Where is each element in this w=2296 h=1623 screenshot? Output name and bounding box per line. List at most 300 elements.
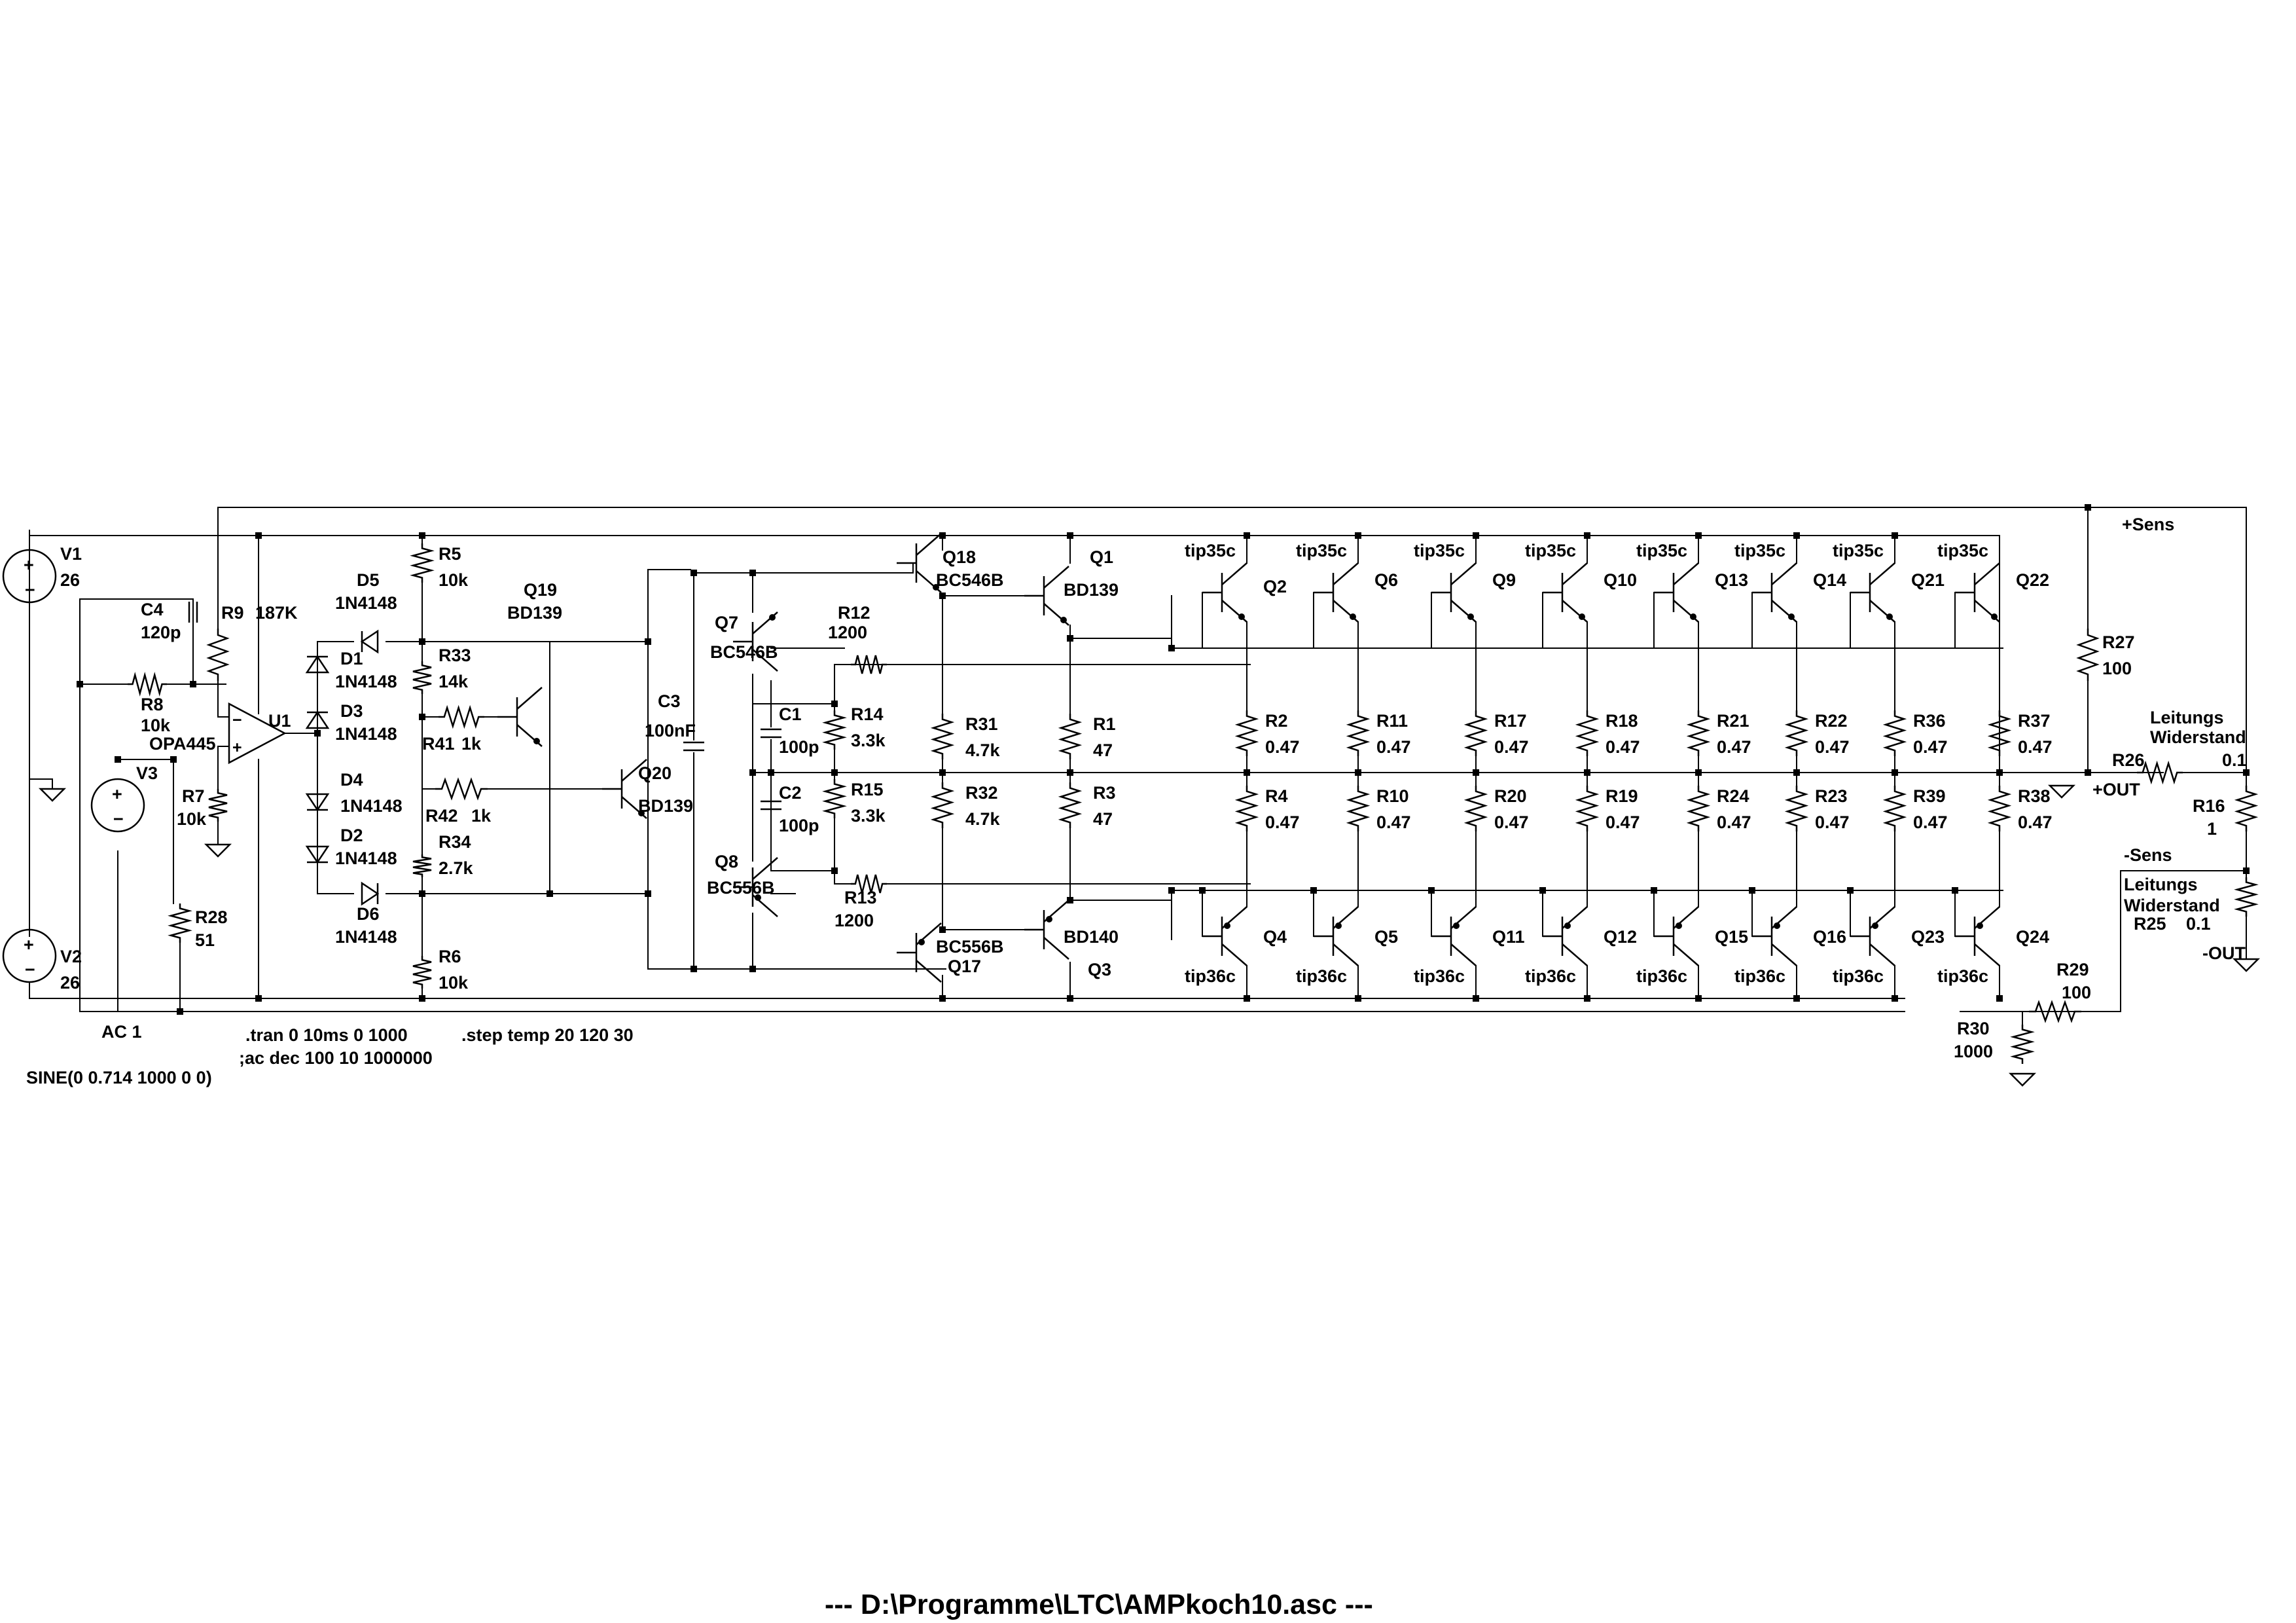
r3-resistor (1061, 782, 1079, 828)
output-upper-resistor-value: 0.47 (1815, 737, 1850, 757)
junction-dot (547, 890, 553, 897)
output-upper-transistor (1752, 563, 1797, 622)
output-lower-ref: Q15 (1715, 927, 1749, 947)
junction-dot (1355, 532, 1361, 539)
r5-resistor (413, 543, 431, 583)
r42-ref: R42 (425, 806, 458, 826)
junction-dot (1749, 887, 1755, 894)
q3-ref: Q3 (1088, 960, 1112, 979)
r12-ref: R12 (838, 603, 870, 623)
minus-sens-label: -Sens (2124, 845, 2172, 865)
r34-ref: R34 (439, 832, 471, 852)
footer-filename: --- D:\Programme\LTC\AMPkoch10.asc --- (825, 1589, 1373, 1620)
output-upper-resistor-ref: R18 (1605, 711, 1638, 731)
r29-ref: R29 (2056, 960, 2089, 979)
junction-dot (831, 701, 838, 707)
junction-dot (1355, 995, 1361, 1002)
q19-ref: Q19 (524, 580, 558, 600)
q20-ref: Q20 (638, 763, 672, 783)
r27-value: 100 (2102, 659, 2132, 678)
q17-transistor (897, 923, 941, 982)
junction-dot (77, 681, 83, 687)
output-lower-resistor-value: 0.47 (1494, 812, 1529, 832)
r12-value: 1200 (828, 623, 868, 642)
output-lower-resistor-ref: R19 (1605, 786, 1638, 806)
q7-transistor (733, 612, 778, 671)
r25-resistor (2237, 877, 2255, 917)
r31-ref: R31 (965, 714, 998, 734)
junction-dot (419, 890, 425, 897)
output-lower-model: tip36c (1296, 966, 1348, 986)
d5-value: 1N4148 (335, 593, 397, 613)
junction-dot (1952, 887, 1958, 894)
d3-value: 1N4148 (335, 724, 397, 744)
plus-sens-label: +Sens (2122, 515, 2175, 534)
r5-ref: R5 (439, 544, 461, 564)
q18-value: BC546B (936, 570, 1004, 590)
q19-value: BD139 (507, 603, 563, 623)
junction-dot (691, 570, 697, 576)
output-upper-model: tip35c (1525, 541, 1577, 560)
junction-dot (831, 769, 838, 776)
junction-dot (1067, 769, 1073, 776)
junction-dot (1651, 887, 1657, 894)
q3-transistor (1024, 900, 1069, 959)
r26-note-2: Widerstand (2150, 727, 2246, 747)
output-lower-transistor (1202, 907, 1247, 966)
ground-symbol (2050, 786, 2073, 797)
output-upper-model: tip35c (1185, 541, 1236, 560)
r9-resistor (209, 629, 227, 681)
q19-transistor (497, 687, 542, 746)
junction-dot (419, 638, 425, 645)
r31-value: 4.7k (965, 740, 1000, 760)
junction-dot (749, 570, 756, 576)
r14-value: 3.3k (851, 731, 886, 750)
output-lower-resistor (1990, 786, 2009, 831)
output-upper-model: tip35c (1296, 541, 1348, 560)
output-upper-model: tip35c (1833, 541, 1884, 560)
junction-dot (255, 532, 262, 539)
junction-dot (1793, 532, 1800, 539)
output-lower-resistor (1689, 786, 1708, 831)
r28-resistor (171, 903, 189, 943)
output-upper-ref: Q14 (1813, 570, 1847, 590)
r3-ref: R3 (1093, 783, 1116, 803)
output-lower-resistor (1886, 786, 1904, 831)
junction-dot (749, 966, 756, 972)
output-lower-transistor (1654, 907, 1698, 966)
output-lower-model: tip36c (1414, 966, 1465, 986)
output-upper-resistor-ref: R11 (1376, 711, 1408, 731)
r42-resistor (435, 780, 488, 798)
svg-text:+: + (232, 739, 242, 757)
output-upper-transistor (1202, 563, 1247, 622)
plus-out-label: +OUT (2092, 780, 2140, 799)
output-lower-model: tip36c (1525, 966, 1577, 986)
output-lower-model: tip36c (1185, 966, 1236, 986)
r7-resistor (209, 789, 227, 822)
d3-ref: D3 (340, 701, 363, 721)
r13-value: 1200 (834, 911, 874, 930)
output-lower-resistor-ref: R20 (1494, 786, 1527, 806)
ground-symbol (2011, 1074, 2034, 1085)
output-lower-ref: Q24 (2016, 927, 2050, 947)
output-lower-ref: Q4 (1263, 927, 1287, 947)
svg-text:−: − (25, 580, 35, 600)
junction-dot (1244, 532, 1250, 539)
junction-dot (1584, 532, 1590, 539)
d2-ref: D2 (340, 826, 363, 845)
ground-symbol (206, 845, 230, 856)
output-upper-model: tip35c (1636, 541, 1688, 560)
svg-text:+: + (112, 784, 122, 804)
output-upper-resistor (1467, 710, 1485, 756)
d2-value: 1N4148 (335, 848, 397, 868)
junction-dot (1067, 635, 1073, 642)
output-lower-transistor (1543, 907, 1587, 966)
output-lower-resistor-value: 0.47 (2018, 812, 2053, 832)
r32-resistor (933, 782, 952, 828)
q17-ref: Q17 (948, 957, 982, 976)
c1-capacitor (761, 729, 781, 737)
junction-dot (2243, 867, 2250, 874)
output-upper-model: tip35c (1937, 541, 1989, 560)
output-upper-transistor (1314, 563, 1358, 622)
output-upper-resistor-ref: R37 (2018, 711, 2051, 731)
output-lower-resistor-ref: R24 (1717, 786, 1749, 806)
r13-ref: R13 (844, 888, 877, 907)
output-upper-resistor-ref: R2 (1265, 711, 1288, 731)
r29-value: 100 (2062, 983, 2092, 1002)
r26-ref: R26 (2112, 750, 2145, 770)
c2-value: 100p (779, 816, 819, 835)
output-upper-ref: Q22 (2016, 570, 2050, 590)
r30-resistor (2013, 1025, 2032, 1064)
v1-ref: V1 (60, 544, 82, 564)
junction-dot (190, 681, 196, 687)
r30-ref: R30 (1957, 1019, 1990, 1038)
r33-ref: R33 (439, 646, 471, 665)
q18-transistor (897, 534, 941, 593)
r27-resistor (2079, 629, 2097, 681)
output-upper-resistor-ref: R17 (1494, 711, 1527, 731)
svg-text:+: + (24, 555, 34, 575)
svg-text:−: − (232, 711, 242, 729)
r8-ref: R8 (141, 695, 164, 714)
r34-resistor (413, 854, 431, 877)
output-lower-transistor (1752, 907, 1797, 966)
junction-dot (1695, 532, 1702, 539)
u1-ref: U1 (268, 711, 291, 731)
junction-dot (419, 995, 425, 1002)
r26-value: 0.1 (2222, 750, 2247, 770)
junction-dot (645, 890, 651, 897)
v2-ref: V2 (60, 947, 82, 966)
r5-value: 10k (439, 570, 469, 590)
r6-resistor (413, 956, 431, 989)
output-lower-resistor-value: 0.47 (1605, 812, 1640, 832)
junction-dot (170, 756, 177, 763)
output-upper-resistor (1349, 710, 1367, 756)
c3-value: 100nF (645, 721, 696, 740)
v3-value: AC 1 (101, 1022, 142, 1042)
r33-value: 14k (439, 672, 469, 691)
output-upper-resistor-ref: R22 (1815, 711, 1848, 731)
junction-dot (1067, 532, 1073, 539)
junction-dot (177, 1008, 183, 1015)
output-lower-resistor-ref: R10 (1376, 786, 1409, 806)
r31-resistor (933, 714, 952, 759)
output-lower-ref: Q16 (1813, 927, 1847, 947)
r9-ref: R9 (221, 603, 244, 623)
r28-ref: R28 (195, 907, 228, 927)
output-upper-model: tip35c (1734, 541, 1786, 560)
output-lower-resistor-value: 0.47 (1815, 812, 1850, 832)
r14-resistor (825, 710, 844, 750)
junction-dot (1168, 645, 1175, 651)
output-upper-transistor (1431, 563, 1476, 622)
r15-resistor (825, 779, 844, 818)
q7-value: BC546B (710, 642, 778, 662)
output-upper-resistor-value: 0.47 (1265, 737, 1300, 757)
output-upper-ref: Q2 (1263, 577, 1287, 596)
r7-value: 10k (177, 809, 207, 829)
output-upper-resistor-value: 0.47 (1494, 737, 1529, 757)
junction-dot (1199, 887, 1206, 894)
d6-diode (362, 883, 378, 904)
v3-source (92, 779, 144, 831)
r25-value: 0.1 (2186, 914, 2211, 934)
q7-ref: Q7 (715, 613, 739, 632)
output-lower-resistor (1787, 786, 1806, 831)
output-lower-resistor-value: 0.47 (1265, 812, 1300, 832)
junction-dot (1539, 887, 1546, 894)
output-lower-transistor (1314, 907, 1358, 966)
c4-ref: C4 (141, 600, 164, 619)
r28-value: 51 (195, 930, 215, 950)
r6-ref: R6 (439, 947, 461, 966)
output-lower-transistor (1955, 907, 2000, 966)
r26-note-1: Leitungs (2150, 708, 2224, 727)
junction-dot (314, 730, 321, 737)
minus-out-label: -OUT (2202, 943, 2246, 963)
junction-dot (255, 995, 262, 1002)
output-lower-transistor (1431, 907, 1476, 966)
q17-value: BC556B (936, 937, 1004, 957)
q1-transistor (1024, 566, 1069, 625)
v2-source (3, 930, 56, 982)
v3-sine: SINE(0 0.714 1000 0 0) (26, 1068, 212, 1087)
r15-value: 3.3k (851, 806, 886, 826)
q20-value: BD139 (638, 796, 694, 816)
d4-ref: D4 (340, 770, 363, 790)
r16-value: 1 (2207, 819, 2217, 839)
output-lower-ref: Q12 (1604, 927, 1638, 947)
d4-value: 1N4148 (340, 796, 403, 816)
junction-dot (1892, 532, 1898, 539)
output-lower-resistor (1238, 786, 1256, 831)
junction-dot (691, 966, 697, 972)
output-upper-resistor (1578, 710, 1596, 756)
junction-dot (1168, 887, 1175, 894)
r41-resistor (439, 708, 484, 726)
directive-tran: .tran 0 10ms 0 1000 (245, 1025, 408, 1045)
d6-value: 1N4148 (335, 927, 397, 947)
r32-ref: R32 (965, 783, 998, 803)
r15-ref: R15 (851, 780, 884, 799)
junction-dot (1892, 995, 1898, 1002)
q3-value: BD140 (1064, 927, 1119, 947)
r25-ref: R25 (2134, 914, 2166, 934)
junction-dot (2085, 769, 2091, 776)
r1-ref: R1 (1093, 714, 1116, 734)
r14-ref: R14 (851, 704, 884, 724)
output-lower-ref: Q5 (1374, 927, 1399, 947)
output-lower-model: tip36c (1636, 966, 1688, 986)
junction-dot (2085, 504, 2091, 511)
junction-dot (1428, 887, 1435, 894)
r8-value: 10k (141, 716, 171, 735)
d5-ref: D5 (357, 570, 380, 590)
directive-ac: ;ac dec 100 10 1000000 (239, 1048, 433, 1068)
c2-ref: C2 (779, 783, 802, 803)
d1-value: 1N4148 (335, 672, 397, 691)
c3-capacitor (683, 742, 704, 750)
junction-dot (1244, 995, 1250, 1002)
output-upper-ref: Q13 (1715, 570, 1749, 590)
output-upper-transistor (1654, 563, 1698, 622)
svg-text:−: − (25, 960, 35, 979)
ground-symbol (41, 789, 64, 801)
r6-value: 10k (439, 973, 469, 993)
junction-dot (115, 756, 121, 763)
output-upper-resistor-value: 0.47 (1376, 737, 1411, 757)
d6-ref: D6 (357, 904, 380, 924)
q1-ref: Q1 (1090, 547, 1114, 567)
r9-value: 187K (255, 603, 298, 623)
junction-dot (939, 926, 946, 933)
r41-value: 1k (461, 734, 482, 754)
d5-diode (362, 631, 378, 652)
output-lower-model: tip36c (1833, 966, 1884, 986)
output-lower-resistor (1578, 786, 1596, 831)
junction-dot (939, 532, 946, 539)
output-lower-transistor (1850, 907, 1895, 966)
output-upper-ref: Q9 (1492, 570, 1516, 590)
output-upper-transistor (1955, 563, 2000, 622)
c3-ref: C3 (658, 691, 681, 711)
output-upper-resistor-ref: R21 (1717, 711, 1749, 731)
junction-dot (768, 769, 774, 776)
output-lower-resistor (1349, 786, 1367, 831)
junction-dot (1584, 995, 1590, 1002)
output-upper-resistor-value: 0.47 (1913, 737, 1948, 757)
v3-ref: V3 (136, 763, 158, 783)
q18-ref: Q18 (942, 547, 977, 567)
output-upper-resistor-value: 0.47 (1605, 737, 1640, 757)
output-upper-resistor (1787, 710, 1806, 756)
junction-dot (419, 532, 425, 539)
output-lower-resistor-ref: R4 (1265, 786, 1288, 806)
output-lower-ref: Q11 (1492, 927, 1525, 947)
output-lower-resistor-ref: R38 (2018, 786, 2051, 806)
r3-value: 47 (1093, 809, 1113, 829)
output-upper-model: tip35c (1414, 541, 1465, 560)
junction-dot (1996, 995, 2003, 1002)
output-lower-resistor-value: 0.47 (1717, 812, 1751, 832)
q1-value: BD139 (1064, 580, 1119, 600)
junction-dot (749, 769, 756, 776)
output-lower-model: tip36c (1734, 966, 1786, 986)
junction-dot (419, 714, 425, 720)
r25-note-2: Widerstand (2124, 896, 2220, 915)
q8-value: BC556B (707, 878, 775, 898)
r16-resistor (2237, 786, 2255, 831)
output-upper-transistor (1850, 563, 1895, 622)
r8-resistor (128, 675, 167, 693)
c4-value: 120p (141, 623, 181, 642)
junction-dot (1473, 532, 1479, 539)
output-lower-resistor-ref: R39 (1913, 786, 1946, 806)
output-upper-resistor-value: 0.47 (2018, 737, 2053, 757)
junction-dot (1067, 995, 1073, 1002)
r1-value: 47 (1093, 740, 1113, 760)
r32-value: 4.7k (965, 809, 1000, 829)
output-upper-transistor (1543, 563, 1587, 622)
v2-value: 26 (60, 973, 81, 993)
junction-dot (939, 995, 946, 1002)
junction-dot (1473, 995, 1479, 1002)
junction-dot (831, 867, 838, 874)
junction-dot (2243, 769, 2250, 776)
r27-ref: R27 (2102, 632, 2135, 652)
junction-dot (1067, 897, 1073, 903)
output-upper-ref: Q10 (1604, 570, 1638, 590)
output-upper-resistor-value: 0.47 (1717, 737, 1751, 757)
r7-ref: R7 (182, 786, 205, 806)
output-upper-resistor (1238, 710, 1256, 756)
r16-ref: R16 (2193, 796, 2225, 816)
output-lower-model: tip36c (1937, 966, 1989, 986)
labels (26, 515, 2247, 1620)
junction-dot (645, 638, 651, 645)
r25-note-1: Leitungs (2124, 875, 2198, 894)
r1-resistor (1061, 714, 1079, 759)
output-upper-ref: Q21 (1911, 570, 1945, 590)
v1-value: 26 (60, 570, 81, 590)
d1-ref: D1 (340, 649, 363, 668)
directive-step: .step temp 20 120 30 (461, 1025, 634, 1045)
r34-value: 2.7k (439, 858, 473, 878)
r41-ref: R41 (422, 734, 455, 754)
q8-ref: Q8 (715, 852, 739, 871)
svg-text:+: + (24, 935, 34, 955)
output-upper-resistor-ref: R36 (1913, 711, 1946, 731)
output-lower-resistor-ref: R23 (1815, 786, 1848, 806)
output-upper-resistor (1886, 710, 1904, 756)
junction-dot (939, 769, 946, 776)
output-lower-ref: Q23 (1911, 927, 1945, 947)
r42-value: 1k (471, 806, 492, 826)
output-lower-resistor-value: 0.47 (1376, 812, 1411, 832)
junction-dot (1847, 887, 1854, 894)
output-lower-resistor (1467, 786, 1485, 831)
c1-value: 100p (779, 737, 819, 757)
output-lower-resistor-value: 0.47 (1913, 812, 1948, 832)
svg-text:−: − (113, 809, 124, 829)
junction-dot (1310, 887, 1317, 894)
